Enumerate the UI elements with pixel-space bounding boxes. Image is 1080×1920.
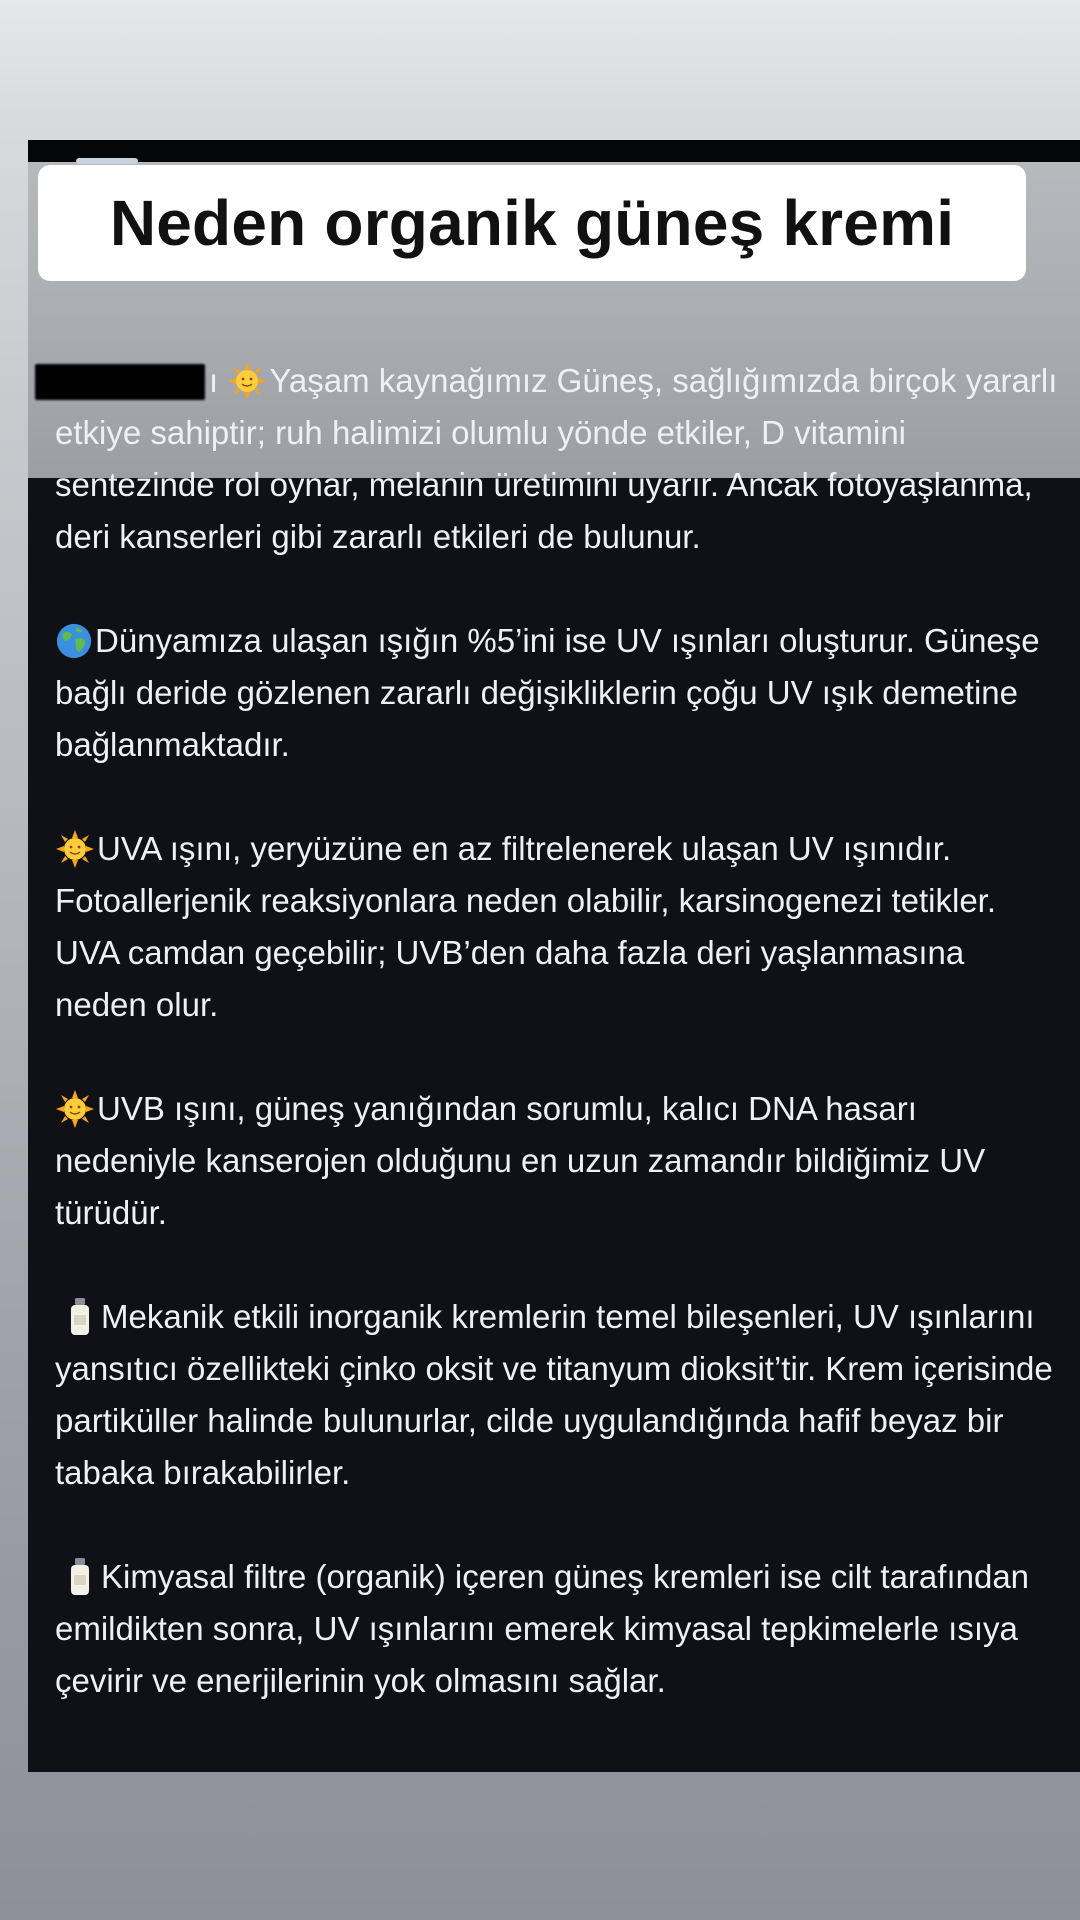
paragraph-sun-intro xyxy=(55,355,1065,563)
paragraph-text: UVB ışını, güneş yanığından sorumlu, kalıcı DNA hasarı nedeniyle kanserojen olduğunu en uzun zamandır bildiğimiz UV türüdür. xyxy=(55,1090,986,1231)
post-body xyxy=(55,355,1065,1707)
paragraph-text: Yaşam kaynağımız Güneş, sağlığımızda birçok yararlı etkiye sahiptir; ruh halimizi olumlu yönde etkiler, D vitamini sentezinde rol oynar, melanin üretimini uyarır. Ancak fotoyaşlanma, deri kanserleri gibi zararlı etkileri de bulunur. xyxy=(55,362,1058,555)
sun-emoji-icon xyxy=(55,829,95,869)
redacted-text xyxy=(35,364,205,400)
lotion-bottle-emoji-icon xyxy=(67,1557,93,1597)
paragraph-inorganic xyxy=(55,1291,1065,1499)
paragraph-text: UVA ışını, yeryüzüne en az filtrelenerek ulaşan UV ışınıdır. Fotoallerjenik reaksiyonlara neden olabilir, karsinogenezi tetikler. UVA camdan geçebilir; UVB’den daha fazla deri yaşlanmasına neden olur. xyxy=(55,830,997,1023)
redacted-suffix: ı xyxy=(209,362,219,399)
post-top-bar xyxy=(28,140,1080,162)
paragraph-organic xyxy=(55,1551,1065,1707)
lotion-bottle-emoji-icon xyxy=(67,1297,93,1337)
paragraph-uva xyxy=(55,823,1065,1031)
sun-emoji-icon xyxy=(55,1089,95,1129)
paragraph-text: Kimyasal filtre (organik) içeren güneş kremleri ise cilt tarafından emildikten sonra, UV ışınlarını emerek kimyasal tepkimelerle ısıya çevirir ve enerjilerinin yok olmasını sağlar. xyxy=(55,1558,1030,1699)
globe-emoji-icon xyxy=(55,622,93,660)
post-title: Neden organik güneş kremi xyxy=(109,187,955,259)
paragraph-text: Mekanik etkili inorganik kremlerin temel bileşenleri, UV ışınlarını yansıtıcı özellikteki çinko oksit ve titanyum dioksit’tir. Krem içerisinde partiküller halinde bulunurlar, cilde uygulandığında hafif beyaz bir tabaka bırakabilirler. xyxy=(55,1298,1053,1491)
sun-emoji-icon xyxy=(227,361,267,401)
paragraph-uv-share xyxy=(55,615,1065,771)
title-box xyxy=(38,165,1026,281)
watermark-logo xyxy=(76,158,138,164)
paragraph-uvb xyxy=(55,1083,1065,1239)
paragraph-text: Dünyamıza ulaşan ışığın %5’ini ise UV ışınları oluşturur. Güneşe bağlı deride gözlenen zararlı değişikliklerin çoğu UV ışık demetine bağlanmaktadır. xyxy=(55,622,1040,763)
